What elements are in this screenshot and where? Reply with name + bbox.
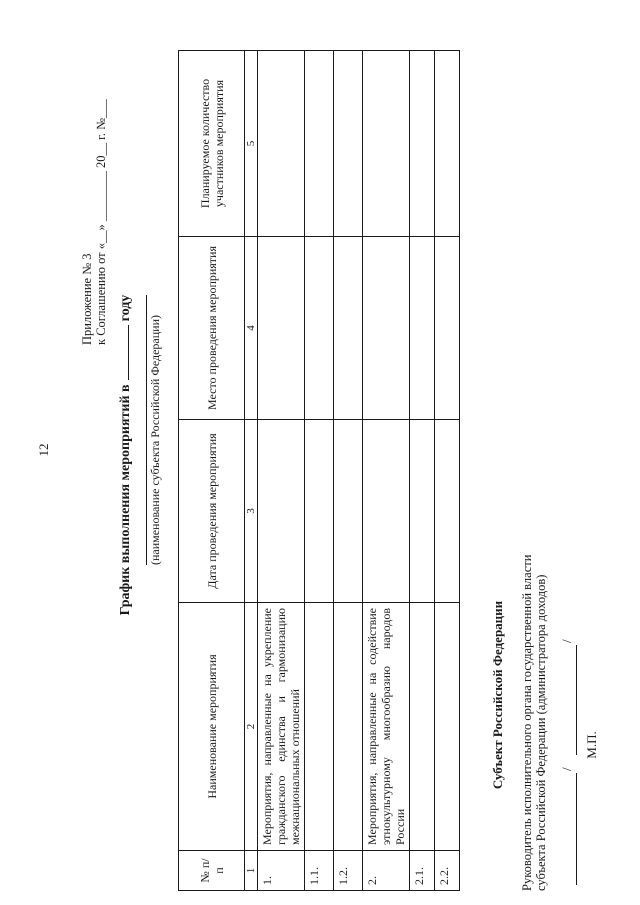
subject-underline <box>146 295 147 565</box>
row-event-date <box>363 420 410 603</box>
table-header-row <box>179 51 245 891</box>
column-number-row <box>245 51 258 891</box>
header-event-place: Место проведения мероприятия <box>179 237 245 420</box>
row-event-date <box>305 420 334 603</box>
signature-role-line-1: Руководитель исполнительного органа государственной власти <box>520 554 534 891</box>
header-event-date: Дата проведения мероприятия <box>179 420 245 603</box>
row-event-date <box>410 420 435 603</box>
row-event-place <box>305 237 334 420</box>
row-event-place <box>410 237 435 420</box>
row-participants <box>410 51 435 237</box>
row-participants <box>363 51 410 237</box>
column-number: 1 <box>245 851 258 891</box>
year-blank <box>128 325 129 380</box>
header-event-name: Наименование мероприятия <box>179 603 245 851</box>
appendix-line-2: к Соглашению от «__» ________ 20__ г. №___ <box>94 99 108 345</box>
title-suffix: году <box>118 294 133 322</box>
row-number: 2. <box>363 851 410 891</box>
column-number: 4 <box>245 237 258 420</box>
table-row <box>435 51 460 891</box>
row-participants <box>305 51 334 237</box>
row-number: 1.2. <box>334 851 363 891</box>
row-event-name: Мероприятия, направленные на содействие этнокультурному многообразию народов России <box>363 603 410 851</box>
signature-slash: / <box>559 767 574 771</box>
row-event-date <box>435 420 460 603</box>
row-number: 1.1. <box>305 851 334 891</box>
events-schedule-table <box>178 50 460 891</box>
signature-role <box>520 471 548 891</box>
page-number: 12 <box>36 443 51 457</box>
row-number: 2.1. <box>410 851 435 891</box>
row-event-name: Мероприятия, направленные на укрепление гражданского единства и гармонизацию межнациональных отношений <box>258 603 305 851</box>
row-event-date <box>258 420 305 603</box>
row-event-name <box>410 603 435 851</box>
signature-line <box>576 773 577 885</box>
row-participants <box>334 51 363 237</box>
row-number: 2.2. <box>435 851 460 891</box>
document-title <box>118 205 134 705</box>
row-event-place <box>334 237 363 420</box>
row-event-name <box>305 603 334 851</box>
stamp-place: М.П. <box>584 731 599 759</box>
signature-slash: / <box>559 639 574 643</box>
table-row <box>305 51 334 891</box>
name-line <box>576 645 577 755</box>
subject-hint: (наименование субъекта Российской Федерации) <box>148 314 162 566</box>
title-prefix: График выполнения мероприятий в <box>118 384 133 616</box>
signature-role-line-2: субъекта Российской Федерации (администратора доходов) <box>534 574 548 891</box>
row-event-name <box>435 603 460 851</box>
row-participants <box>435 51 460 237</box>
appendix-line-1: Приложение № 3 <box>80 253 94 345</box>
header-number: № п/п <box>179 851 245 891</box>
table-row <box>410 51 435 891</box>
table-row <box>258 51 305 891</box>
signature-title: Субъект Российской Федерации <box>490 600 505 790</box>
column-number: 2 <box>245 603 258 851</box>
row-participants <box>258 51 305 237</box>
row-number: 1. <box>258 851 305 891</box>
header-participants: Планируемое количество участников мероприятия <box>179 51 245 237</box>
row-event-place <box>258 237 305 420</box>
column-number: 5 <box>245 51 258 237</box>
row-event-place <box>363 237 410 420</box>
appendix-header <box>80 65 108 345</box>
table-row <box>334 51 363 891</box>
row-event-date <box>334 420 363 603</box>
row-event-name <box>334 603 363 851</box>
table-row <box>363 51 410 891</box>
column-number: 3 <box>245 420 258 603</box>
row-event-place <box>435 237 460 420</box>
